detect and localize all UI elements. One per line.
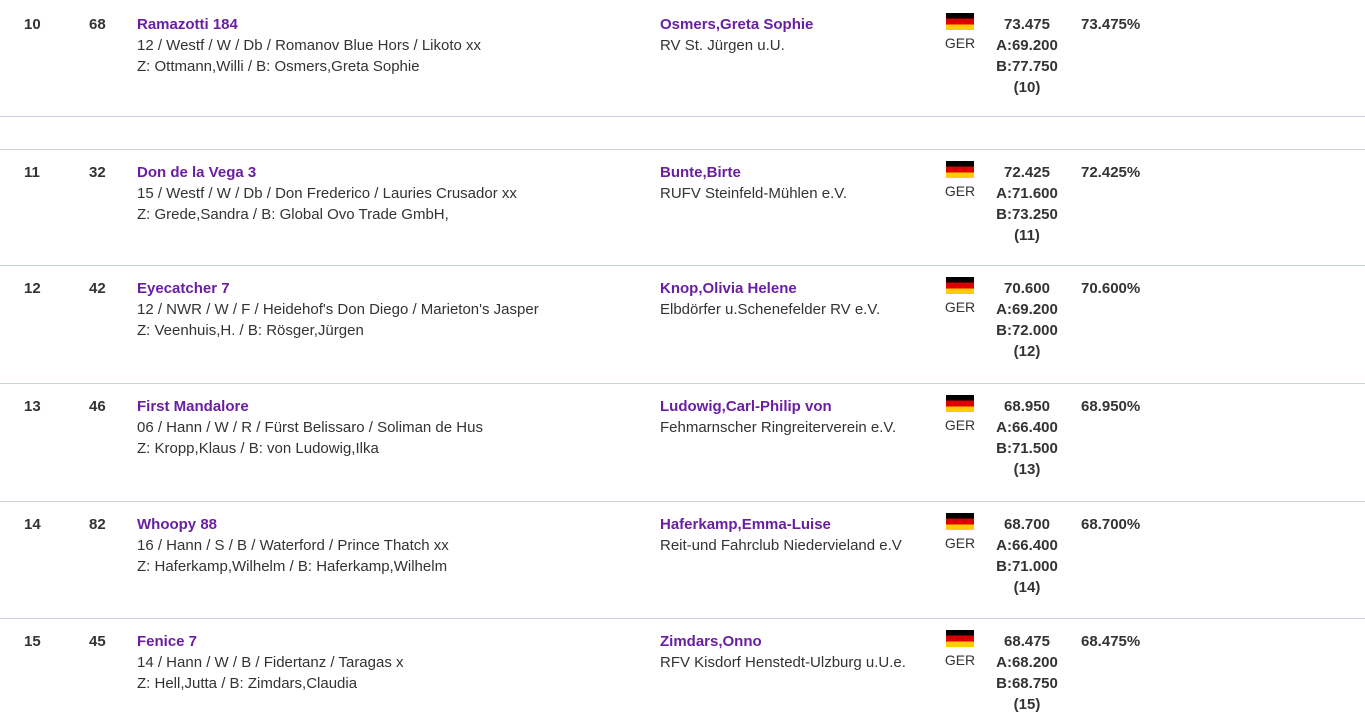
rider-cell (660, 396, 920, 438)
total-score: 70.600 (1004, 280, 1050, 297)
score-cell (987, 162, 1067, 246)
rider-name-link[interactable]: Knop,Olivia Helene (660, 280, 797, 297)
placing: (12) (1013, 343, 1041, 360)
judge-b-score: B:72.000 (996, 322, 1058, 339)
score-cell (987, 631, 1067, 715)
score-cell (987, 14, 1067, 98)
horse-name-link[interactable]: Eyecatcher 7 (137, 280, 230, 297)
start-number: 42 (89, 280, 106, 297)
horse-name-link[interactable]: First Mandalore (137, 398, 249, 415)
result-row (0, 619, 1365, 727)
germany-flag-icon (946, 161, 974, 178)
percent-score: 68.475% (1081, 633, 1141, 650)
nation-cell (943, 13, 977, 53)
judge-b-score: B:71.000 (996, 558, 1058, 575)
judge-a-score: A:66.400 (996, 537, 1058, 554)
rider-cell (660, 162, 920, 204)
score-cell (987, 396, 1067, 480)
percent-score: 72.425% (1081, 164, 1141, 181)
breeder-owner: Z: Kropp,Klaus / B: von Ludowig,Ilka (137, 440, 379, 457)
nation-cell (943, 395, 977, 435)
placing: (15) (1013, 696, 1041, 713)
placing: (11) (1014, 227, 1040, 244)
club-name: Reit-und Fahrclub Niedervieland e.V (660, 537, 902, 554)
horse-name-link[interactable]: Don de la Vega 3 (137, 164, 257, 181)
score-cell (987, 278, 1067, 362)
rider-name-link[interactable]: Osmers,Greta Sophie (660, 16, 814, 33)
rank: 15 (24, 633, 41, 650)
rider-cell (660, 514, 920, 556)
club-name: Elbdörfer u.Schenefelder RV e.V. (660, 301, 881, 318)
rank: 11 (24, 164, 40, 181)
germany-flag-icon (946, 630, 974, 647)
nation-cell (943, 277, 977, 317)
start-number: 82 (89, 516, 106, 533)
germany-flag-icon (946, 513, 974, 530)
result-row (0, 266, 1365, 384)
germany-flag-icon (946, 277, 974, 294)
percent-score: 73.475% (1081, 16, 1141, 33)
total-score: 72.425 (1004, 164, 1050, 181)
breeder-owner: Z: Hell,Jutta / B: Zimdars,Claudia (137, 675, 358, 692)
horse-details: 12 / NWR / W / F / Heidehof's Don Diego / Marieton's Jasper (137, 301, 539, 318)
germany-flag-icon (946, 395, 974, 412)
judge-a-score: A:69.200 (996, 301, 1058, 318)
start-number: 46 (89, 398, 106, 415)
horse-cell (137, 396, 637, 459)
club-name: Fehmarnscher Ringreiterverein e.V. (660, 419, 897, 436)
judge-b-score: B:77.750 (996, 58, 1058, 75)
nation-cell (943, 513, 977, 553)
start-number: 32 (89, 164, 106, 181)
judge-b-score: B:68.750 (996, 675, 1058, 692)
percent-score: 68.700% (1081, 516, 1141, 533)
rank: 13 (24, 398, 41, 415)
rank: 14 (24, 516, 41, 533)
germany-flag-icon (946, 13, 974, 30)
judge-b-score: B:71.500 (996, 440, 1058, 457)
nation-code: GER (944, 417, 976, 433)
judge-a-score: A:66.400 (996, 419, 1058, 436)
club-name: RUFV Steinfeld-Mühlen e.V. (660, 185, 848, 202)
percent-score: 70.600% (1081, 280, 1141, 297)
placing: (13) (1013, 461, 1041, 478)
horse-cell (137, 631, 637, 694)
horse-cell (137, 14, 637, 77)
horse-details: 06 / Hann / W / R / Fürst Belissaro / Soliman de Hus (137, 419, 483, 436)
result-row (0, 502, 1365, 619)
rank: 10 (24, 16, 41, 33)
row-spacer (0, 117, 1365, 150)
judge-b-score: B:73.250 (996, 206, 1058, 223)
rank: 12 (24, 280, 41, 297)
rider-name-link[interactable]: Haferkamp,Emma-Luise (660, 516, 831, 533)
club-name: RFV Kisdorf Henstedt-Ulzburg u.U.e. (660, 654, 906, 671)
breeder-owner: Z: Haferkamp,Wilhelm / B: Haferkamp,Wilhelm (137, 558, 448, 575)
placing: (10) (1013, 79, 1041, 96)
horse-cell (137, 278, 637, 341)
rider-cell (660, 631, 920, 673)
rider-name-link[interactable]: Bunte,Birte (660, 164, 741, 181)
percent-score: 68.950% (1081, 398, 1141, 415)
total-score: 68.950 (1004, 398, 1050, 415)
horse-name-link[interactable]: Fenice 7 (137, 633, 198, 650)
rider-name-link[interactable]: Ludowig,Carl-Philip von (660, 398, 832, 415)
nation-cell (943, 161, 977, 201)
horse-details: 12 / Westf / W / Db / Romanov Blue Hors / Likoto xx (137, 37, 482, 54)
rider-name-link[interactable]: Zimdars,Onno (660, 633, 762, 650)
result-row (0, 150, 1365, 266)
nation-code: GER (944, 183, 976, 199)
breeder-owner: Z: Ottmann,Willi / B: Osmers,Greta Sophie (137, 58, 420, 75)
start-number: 68 (89, 16, 106, 33)
nation-cell (943, 630, 977, 670)
judge-a-score: A:69.200 (996, 37, 1058, 54)
breeder-owner: Z: Grede,Sandra / B: Global Ovo Trade GmbH, (137, 206, 449, 223)
nation-code: GER (944, 535, 976, 551)
total-score: 68.475 (1004, 633, 1050, 650)
horse-cell (137, 162, 637, 225)
horse-details: 15 / Westf / W / Db / Don Frederico / Lauries Crusador xx (137, 185, 517, 202)
total-score: 73.475 (1004, 16, 1050, 33)
horse-name-link[interactable]: Whoopy 88 (137, 516, 218, 533)
breeder-owner: Z: Veenhuis,H. / B: Rösger,Jürgen (137, 322, 364, 339)
rider-cell (660, 14, 920, 56)
result-row (0, 0, 1365, 117)
rider-cell (660, 278, 920, 320)
nation-code: GER (944, 652, 976, 668)
placing: (14) (1013, 579, 1041, 596)
score-cell (987, 514, 1067, 598)
judge-a-score: A:71.600 (996, 185, 1058, 202)
nation-code: GER (944, 299, 976, 315)
horse-details: 14 / Hann / W / B / Fidertanz / Taragas x (137, 654, 404, 671)
nation-code: GER (944, 35, 976, 51)
start-number: 45 (89, 633, 106, 650)
club-name: RV St. Jürgen u.U. (660, 37, 785, 54)
horse-name-link[interactable]: Ramazotti 184 (137, 16, 238, 33)
horse-cell (137, 514, 637, 577)
result-row (0, 384, 1365, 502)
total-score: 68.700 (1004, 516, 1050, 533)
judge-a-score: A:68.200 (996, 654, 1058, 671)
horse-details: 16 / Hann / S / B / Waterford / Prince Thatch xx (137, 537, 449, 554)
